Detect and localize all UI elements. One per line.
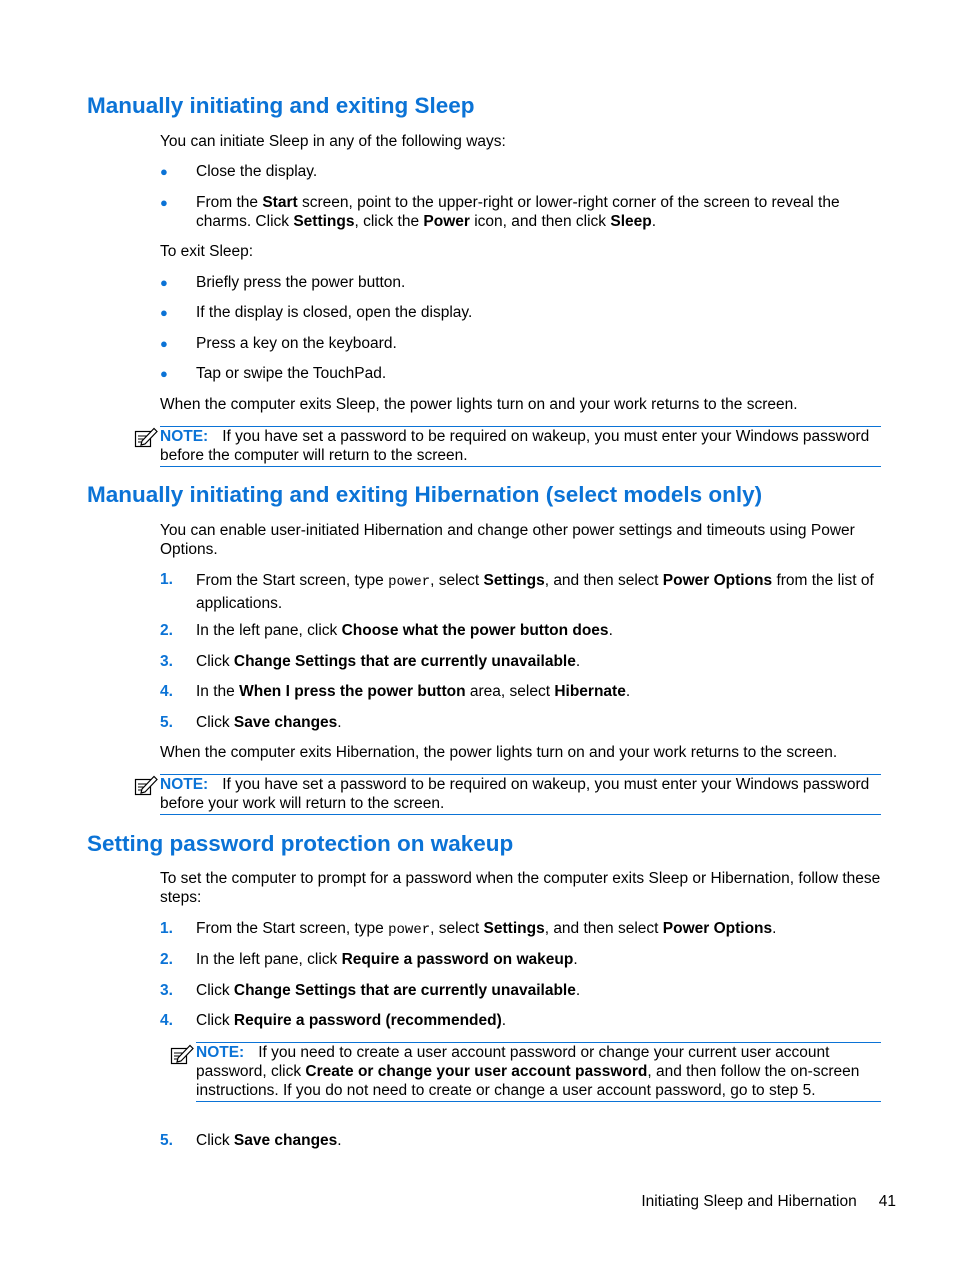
page-number: 41	[878, 1193, 896, 1210]
bullet-icon: ●	[160, 336, 168, 351]
hibernation-intro: You can enable user-initiated Hibernation and change other power settings and timeouts using Power Options.	[160, 522, 855, 558]
note-icon	[134, 427, 158, 449]
step-number: 5.	[160, 714, 173, 731]
bullet-icon: ●	[160, 195, 168, 210]
note-box	[196, 1042, 881, 1102]
step-number: 2.	[160, 622, 173, 639]
note-text: If you have set a password to be required on wakeup, you must enter your Windows password before your work will return to the screen.	[160, 776, 870, 812]
step-text: Click Change Settings that are currently unavailable.	[196, 982, 581, 999]
list-item	[160, 364, 882, 383]
step-text: Click Require a password (recommended).	[196, 1012, 507, 1029]
sleep-intro: You can initiate Sleep in any of the following ways:	[160, 133, 506, 150]
step-text: In the When I press the power button area, select Hibernate.	[196, 683, 631, 700]
step-number: 1.	[160, 571, 173, 588]
step-text: From the Start screen, type power, select Settings, and then select Power Options.	[196, 920, 777, 938]
step-text: In the left pane, click Require a password on wakeup.	[196, 951, 578, 968]
list-item-text: Close the display.	[196, 163, 318, 180]
step-number: 2.	[160, 951, 173, 968]
step-item	[160, 621, 882, 640]
step-number: 3.	[160, 653, 173, 670]
section-heading-password: Setting password protection on wakeup	[87, 831, 514, 856]
step-item	[160, 713, 882, 732]
list-item	[160, 273, 882, 292]
step-number: 5.	[160, 1132, 173, 1149]
note-box	[160, 426, 881, 467]
list-item-text: Briefly press the power button.	[196, 274, 406, 291]
list-item	[160, 334, 882, 353]
bullet-icon: ●	[160, 366, 168, 381]
step-text: Click Save changes.	[196, 714, 342, 731]
step-number: 4.	[160, 683, 173, 700]
step-item	[160, 652, 882, 671]
bullet-icon: ●	[160, 305, 168, 320]
step-text: From the Start screen, type power, select Settings, and then select Power Options from the list of applications.	[196, 572, 874, 612]
bullet-icon: ●	[160, 275, 168, 290]
note-label: NOTE:	[160, 428, 209, 445]
step-number: 1.	[160, 920, 173, 937]
step-item	[160, 981, 882, 1000]
step-item	[160, 950, 882, 969]
list-item	[160, 193, 882, 231]
step-text: Click Change Settings that are currently unavailable.	[196, 653, 581, 670]
page-footer	[641, 1192, 896, 1211]
note-label: NOTE:	[196, 1044, 245, 1061]
list-item-text: From the Start screen, point to the upper-right or lower-right corner of the screen to reveal the charms. Click Settings, click the Power icon, and then click Sleep.	[196, 194, 840, 230]
step-item	[160, 919, 882, 940]
section-heading-hibernation: Manually initiating and exiting Hibernation (select models only)	[87, 482, 763, 507]
step-item	[160, 682, 882, 701]
section-heading-sleep: Manually initiating and exiting Sleep	[87, 93, 475, 118]
footer-chapter-title: Initiating Sleep and Hibernation	[641, 1193, 857, 1210]
step-number: 3.	[160, 982, 173, 999]
list-item	[160, 162, 882, 181]
password-intro: To set the computer to prompt for a password when the computer exits Sleep or Hibernation, follow these steps:	[160, 870, 881, 906]
step-text: Click Save changes.	[196, 1132, 342, 1149]
bullet-icon: ●	[160, 164, 168, 179]
step-item	[160, 570, 882, 614]
note-text: If you have set a password to be required on wakeup, you must enter your Windows password before the computer will return to the screen.	[160, 428, 870, 464]
hibernation-result: When the computer exits Hibernation, the power lights turn on and your work returns to the screen.	[160, 744, 838, 761]
step-item	[160, 1011, 882, 1030]
note-icon	[170, 1044, 194, 1066]
note-text: If you need to create a user account password or change your current user account password, click Create or change your user account password, and then follow the on-screen instructions. If you do not need to create or change a user account password, go to step 5.	[196, 1044, 860, 1099]
list-item	[160, 303, 882, 322]
note-box	[160, 774, 881, 815]
list-item-text: Press a key on the keyboard.	[196, 335, 397, 352]
step-item	[160, 1131, 882, 1150]
note-label: NOTE:	[160, 776, 209, 793]
sleep-result: When the computer exits Sleep, the power lights turn on and your work returns to the screen.	[160, 396, 798, 413]
list-item-text: Tap or swipe the TouchPad.	[196, 365, 387, 382]
step-text: In the left pane, click Choose what the power button does.	[196, 622, 613, 639]
note-icon	[134, 775, 158, 797]
list-item-text: If the display is closed, open the display.	[196, 304, 473, 321]
exit-sleep-intro: To exit Sleep:	[160, 243, 254, 260]
step-number: 4.	[160, 1012, 173, 1029]
